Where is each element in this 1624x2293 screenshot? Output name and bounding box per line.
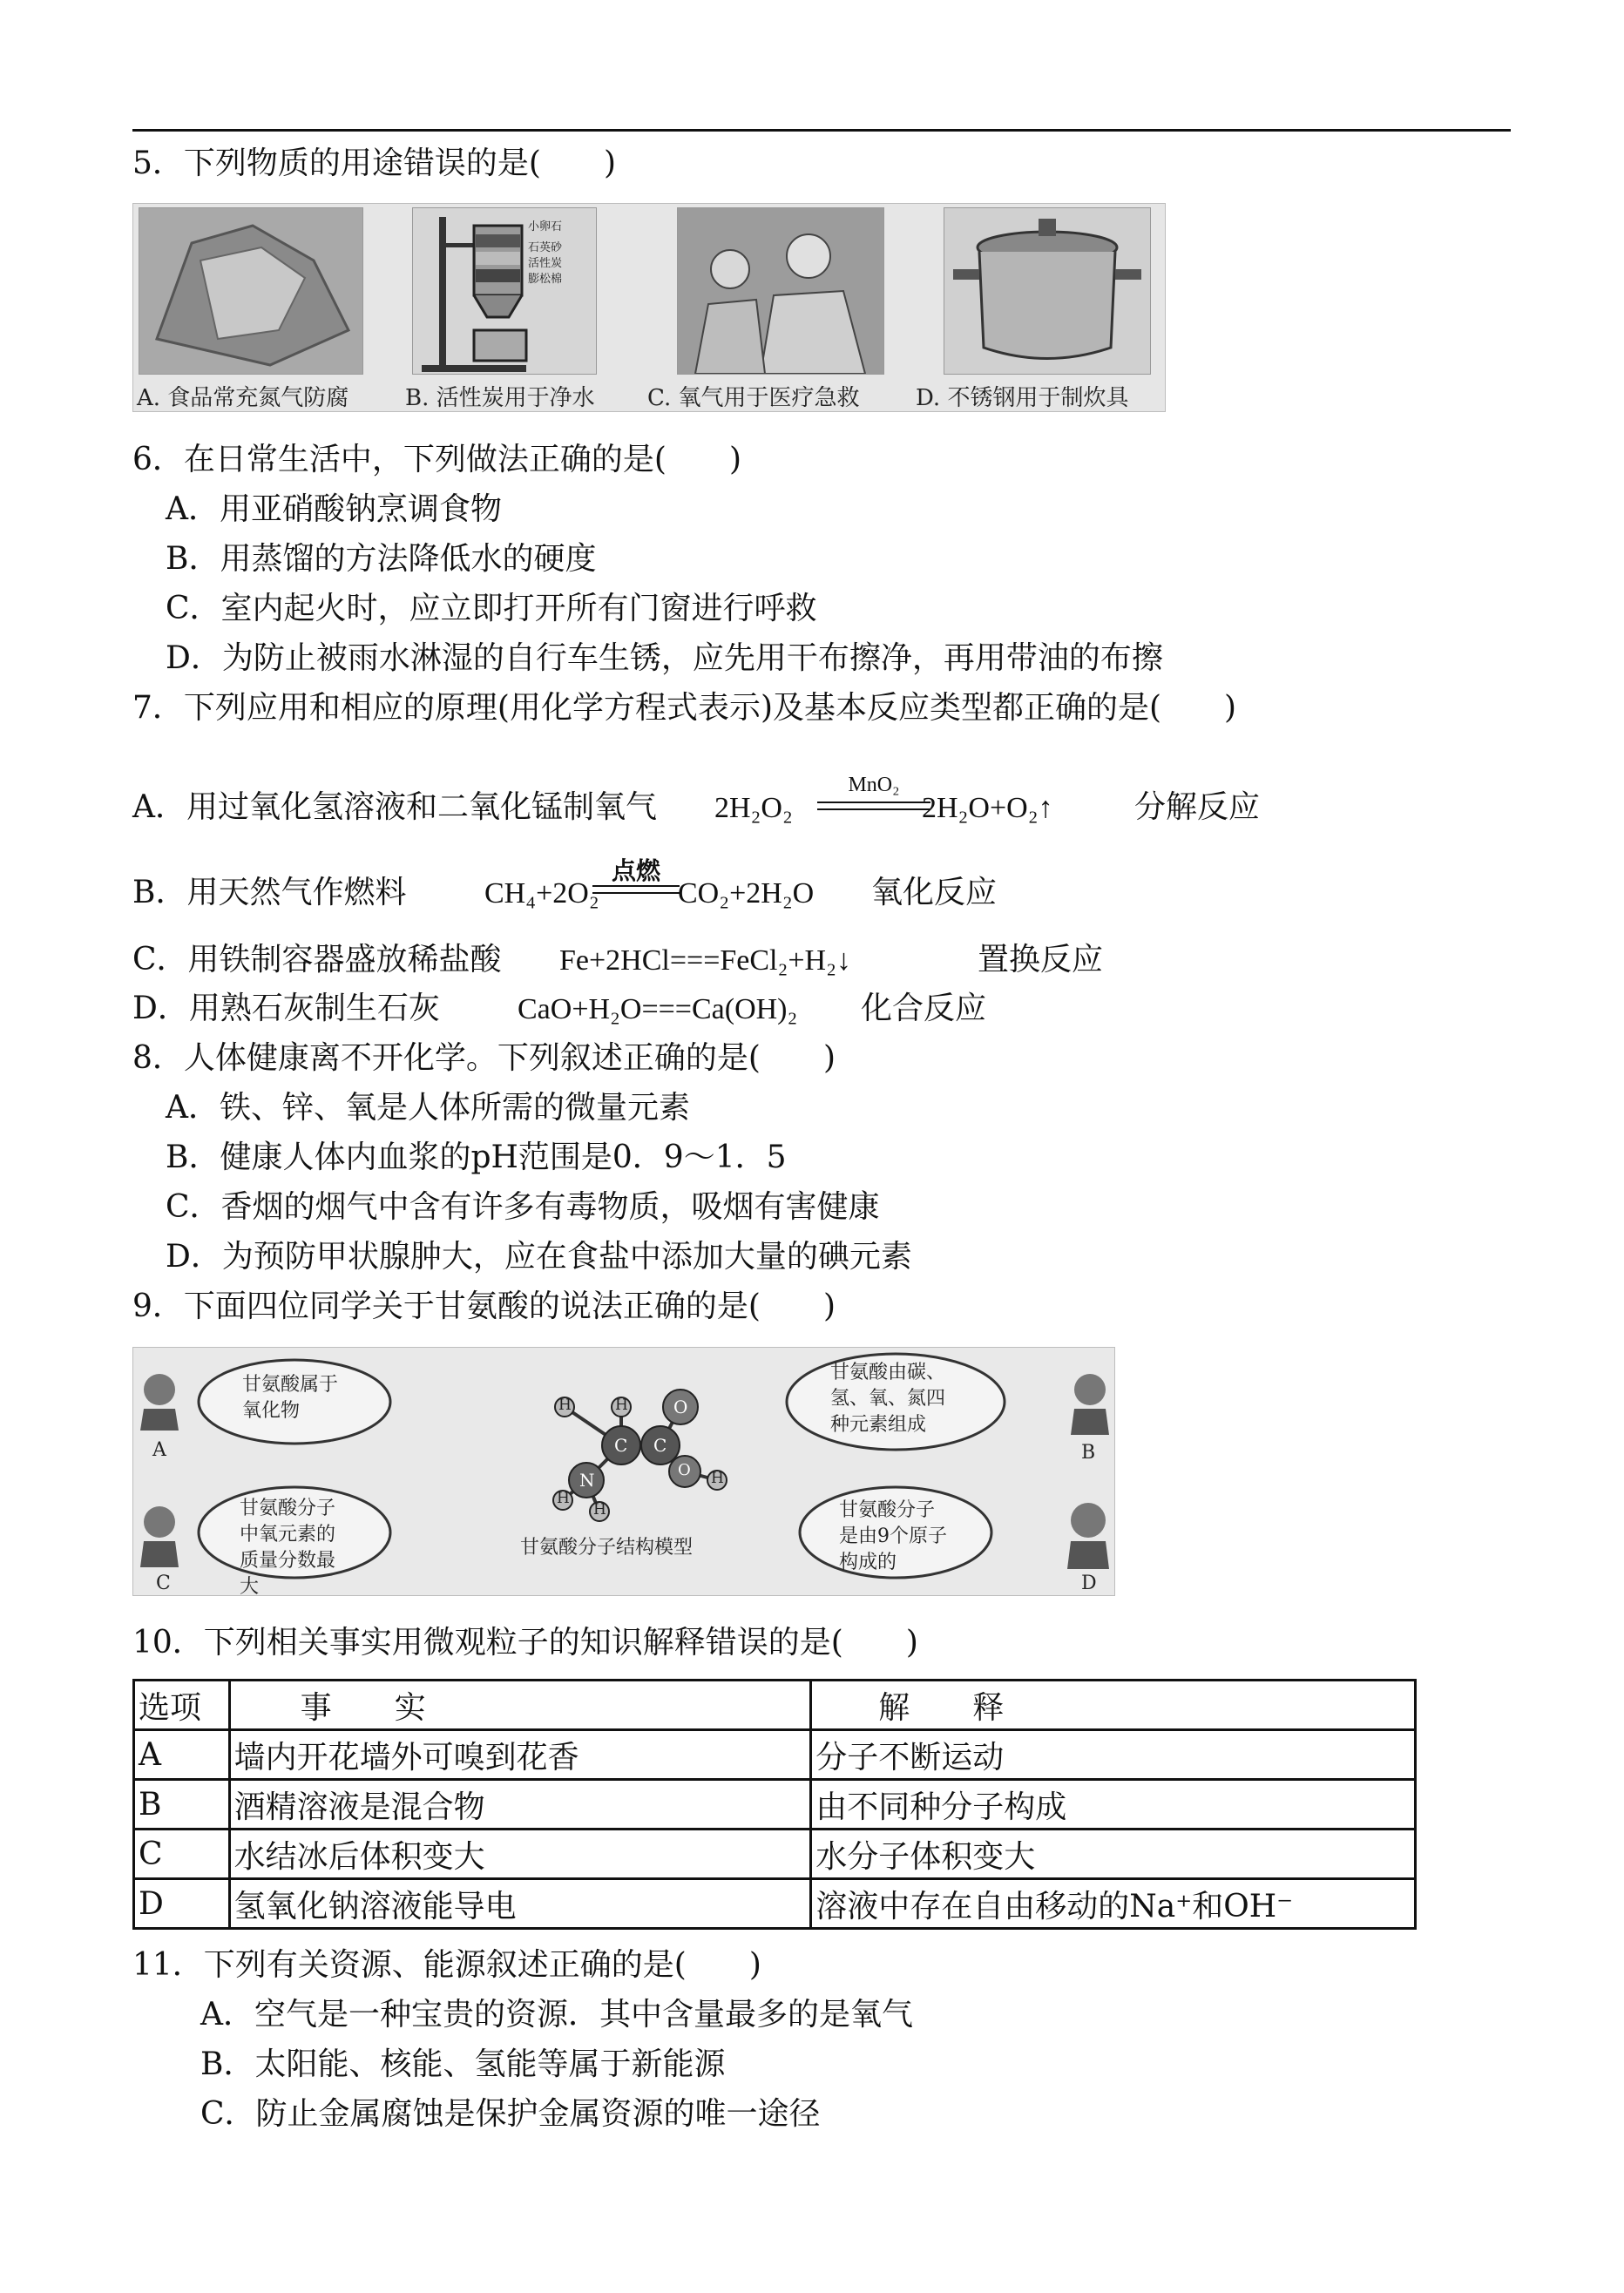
q7-a-lhs: 2H₂O₂ <box>714 792 793 824</box>
q5-figure <box>132 203 1166 412</box>
q6-option-a: A．用亚硝酸钠烹调食物 <box>166 491 502 527</box>
person-label-c: C <box>156 1573 171 1594</box>
table-cell: 墙内开花墙外可嗅到花香 <box>229 1730 811 1780</box>
q8-option-b: B．健康人体内血浆的pH范围是0．9～1．5 <box>166 1140 787 1175</box>
table-header-cell: 解 释 <box>811 1681 1416 1730</box>
table-cell: 由不同种分子构成 <box>811 1780 1416 1830</box>
table-cell: 溶液中存在自由移动的Na⁺和OH⁻ <box>811 1879 1416 1929</box>
q6-option-d: D．为防止被雨水淋湿的自行车生锈，应先用干布擦净，再用带油的布擦 <box>166 640 1163 676</box>
atom-label: O <box>673 1397 688 1417</box>
q11-option-b: B．太阳能、核能、氢能等属于新能源 <box>200 2046 726 2082</box>
table-row <box>134 1730 1416 1780</box>
q10-table <box>132 1679 1417 1930</box>
table-row <box>134 1780 1416 1830</box>
q11-stem: 11．下列有关资源、能源叙述正确的是( ) <box>132 1947 761 1983</box>
bubble-d-text: 甘氨酸分子是由9个原子构成的 <box>839 1499 947 1573</box>
table-cell: B <box>134 1780 230 1830</box>
q7-a-equals <box>817 802 930 810</box>
bubble-b-text: 甘氨酸由碳、氢、氧、氮四种元素组成 <box>830 1362 946 1436</box>
atom-label: H <box>557 1490 570 1507</box>
q5-caption-d: D. 不锈钢用于制炊具 <box>916 385 1129 411</box>
q7-b-type: 氧化反应 <box>871 875 998 910</box>
table-cell: 水分子体积变大 <box>811 1830 1416 1879</box>
q7-b-rhs: CO₂+2H₂O <box>678 877 815 910</box>
q5-caption-c: C. 氧气用于医疗急救 <box>647 385 860 411</box>
stainless-pot-photo <box>944 207 1151 375</box>
q7-a-condition: MnO₂ <box>848 774 900 796</box>
header-rule <box>132 129 1511 132</box>
medical-oxygen-photo <box>677 207 884 375</box>
q7-a-rhs: 2H₂O+O₂↑ <box>922 792 1053 824</box>
q6-option-b: B．用蒸馏的方法降低水的硬度 <box>166 541 597 577</box>
table-cell: 分子不断运动 <box>811 1730 1416 1780</box>
atom-label: H <box>615 1397 628 1414</box>
filter-layer-label: 活性炭 <box>528 257 563 270</box>
table-cell: A <box>134 1730 230 1780</box>
table-header-row <box>134 1681 1416 1730</box>
q5-caption-a: A. 食品常充氮气防腐 <box>137 385 349 411</box>
q7-b-label: B．用天然气作燃料 <box>132 875 407 910</box>
filter-layer-label: 石英砂 <box>528 241 563 254</box>
filter-layer-label: 膨松棉 <box>528 273 563 286</box>
q8-option-a: A．铁、锌、氧是人体所需的微量元素 <box>166 1090 690 1126</box>
q7-c-type: 置换反应 <box>978 942 1104 977</box>
atom-label: H <box>593 1501 606 1519</box>
atom-label: C <box>653 1435 667 1456</box>
table-cell: 酒精溶液是混合物 <box>229 1780 811 1830</box>
atom-label: H <box>558 1397 572 1414</box>
q11-option-c: C．防止金属腐蚀是保护金属资源的唯一途径 <box>200 2096 821 2132</box>
bubble-a-text: 甘氨酸属于氧化物 <box>242 1374 339 1422</box>
table-header-cell: 选项 <box>134 1681 230 1730</box>
filter-layer-label: 小卵石 <box>528 220 563 233</box>
table-cell: D <box>134 1879 230 1929</box>
bubble-c-text: 甘氨酸分子中氧元素的质量分数最大 <box>240 1498 336 1596</box>
q7-d-label: D．用熟石灰制生石灰 <box>132 991 440 1026</box>
q9-figure <box>132 1347 1115 1596</box>
table-cell: C <box>134 1830 230 1879</box>
table-row <box>134 1879 1416 1929</box>
atom-label: H <box>711 1470 724 1487</box>
q7-b-condition: 点燃 <box>611 856 660 885</box>
q6-stem: 6．在日常生活中，下列做法正确的是( ) <box>132 442 741 477</box>
q7-a-type: 分解反应 <box>1134 789 1261 825</box>
person-label-a: A <box>152 1439 166 1461</box>
q5-caption-b: B. 活性炭用于净水 <box>405 385 595 411</box>
q7-stem: 7．下列应用和相应的原理(用化学方程式表示)及基本反应类型都正确的是( ) <box>132 690 1237 726</box>
q8-option-d: D．为预防甲状腺肿大，应在食盐中添加大量的碘元素 <box>166 1239 912 1275</box>
molecule-model-caption: 甘氨酸分子结构模型 <box>520 1537 694 1559</box>
q7-c-label: C．用铁制容器盛放稀盐酸 <box>132 942 502 977</box>
q10-stem: 10．下列相关事实用微观粒子的知识解释错误的是( ) <box>132 1625 918 1661</box>
q9-stem: 9．下面四位同学关于甘氨酸的说法正确的是( ) <box>132 1289 836 1324</box>
table-row <box>134 1830 1416 1879</box>
q7-d-type: 化合反应 <box>861 991 987 1026</box>
table-cell: 水结冰后体积变大 <box>229 1830 811 1879</box>
q8-stem: 8．人体健康离不开化学。下列叙述正确的是( ) <box>132 1040 836 1076</box>
water-filter-diagram <box>412 207 597 375</box>
q7-a-label: A．用过氧化氢溶液和二氧化锰制氧气 <box>132 789 657 825</box>
q7-c-equation: Fe+2HCl===FeCl₂+H₂↓ <box>559 944 851 977</box>
food-package-photo <box>139 207 363 375</box>
q7-b-equals <box>592 885 680 894</box>
q7-d-equation: CaO+H₂O===Ca(OH)₂ <box>518 993 798 1025</box>
q8-option-c: C．香烟的烟气中含有许多有毒物质，吸烟有害健康 <box>166 1189 880 1225</box>
q6-option-c: C．室内起火时，应立即打开所有门窗进行呼救 <box>166 591 817 626</box>
table-cell: 氢氧化钠溶液能导电 <box>229 1879 811 1929</box>
atom-label: O <box>678 1461 691 1479</box>
q7-b-lhs: CH₄+2O₂ <box>484 877 599 910</box>
table-header-cell: 事 实 <box>229 1681 811 1730</box>
person-label-b: B <box>1081 1442 1096 1464</box>
atom-label: N <box>579 1470 595 1491</box>
person-label-d: D <box>1081 1573 1097 1594</box>
q11-option-a: A．空气是一种宝贵的资源．其中含量最多的是氧气 <box>200 1997 913 2033</box>
atom-label: C <box>614 1435 628 1456</box>
q5-stem: 5．下列物质的用途错误的是( ) <box>132 145 616 181</box>
